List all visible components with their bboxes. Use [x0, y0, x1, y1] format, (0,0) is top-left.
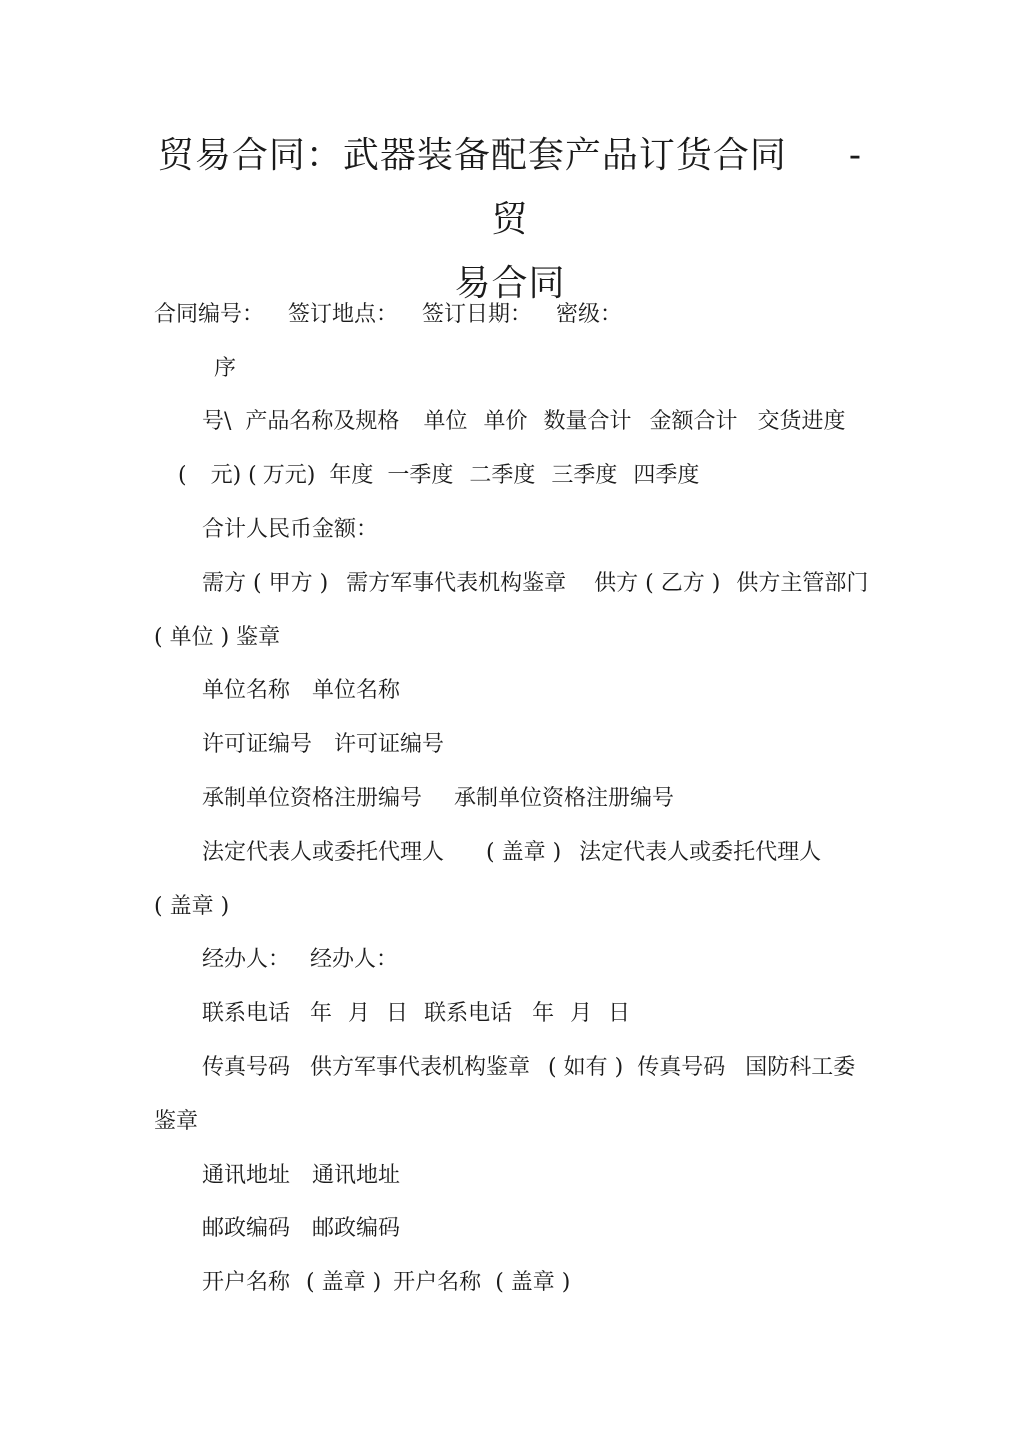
license-a: 许可证编号: [202, 732, 313, 757]
col-unit: 单位: [423, 409, 468, 434]
account-a: 开户名称: [202, 1270, 291, 1295]
legal-rep-b: 法定代表人或委托代理人: [579, 840, 822, 865]
handler-b: 经办人：: [310, 947, 399, 972]
party-buyer: 需方 ( 甲方 ): [202, 571, 329, 596]
phone-a-day: 日: [386, 1001, 409, 1026]
phone-a: 联系电话: [202, 1001, 291, 1026]
legal-rep-line-cont: [154, 892, 229, 922]
col-q1: 一季度: [387, 463, 454, 488]
total-rmb-line: [202, 515, 378, 545]
unit-name-line: [202, 676, 400, 706]
field-sign-date: 签订日期：: [422, 302, 533, 327]
legal-rep-seal-b: ( 盖章 ): [154, 894, 230, 919]
defense-seal-text: 鉴章: [154, 1109, 199, 1134]
col-no: 号\: [202, 409, 232, 434]
buyer-military-rep-seal: 需方军事代表机构鉴章: [346, 571, 567, 596]
field-contract-no: 合同编号：: [154, 302, 265, 327]
table-header-row1: [202, 407, 846, 437]
title-line2: 易合同: [454, 263, 566, 304]
phone-b: 联系电话: [424, 1001, 513, 1026]
col-amount-total: 金额合计: [649, 409, 738, 434]
fax-a: 传真号码: [202, 1055, 291, 1080]
title-line1-tail: - 贸: [491, 135, 863, 240]
account-line: [202, 1268, 570, 1298]
phone-b-day: 日: [608, 1001, 631, 1026]
defense-commission: 国防科工委: [745, 1055, 856, 1080]
phone-b-year: 年: [532, 1001, 555, 1026]
unit-yuan: 元) (: [210, 463, 257, 488]
field-sign-place: 签订地点：: [288, 302, 399, 327]
col-product: 产品名称及规格: [245, 409, 400, 434]
field-security-level: 密级：: [556, 302, 623, 327]
col-delivery: 交货进度: [757, 409, 846, 434]
seq-label: [214, 354, 236, 384]
phone-line: [202, 999, 630, 1029]
license-b: 许可证编号: [334, 732, 445, 757]
license-line: [202, 730, 444, 760]
qual-b: 承制单位资格注册编号: [454, 786, 675, 811]
phone-b-month: 月: [570, 1001, 593, 1026]
unit-wanyuan: 万元): [262, 463, 316, 488]
col-year: 年度: [329, 463, 374, 488]
handler-a: 经办人：: [202, 947, 291, 972]
phone-a-year: 年: [310, 1001, 333, 1026]
paren-open: (: [178, 463, 187, 488]
account-a-seal: ( 盖章 ): [306, 1270, 382, 1295]
account-b: 开户名称: [393, 1270, 482, 1295]
table-header-row2: [178, 461, 699, 491]
col-qty-total: 数量合计: [543, 409, 632, 434]
parties-line-cont: [154, 623, 280, 653]
if-any: ( 如有 ): [548, 1055, 624, 1080]
legal-rep-seal: ( 盖章 ): [486, 840, 562, 865]
title-line1-main: 贸易合同：武器装备配套产品订货合同: [157, 135, 787, 176]
party-seller: 供方 ( 乙方 ): [594, 571, 721, 596]
fax-line-cont: [154, 1107, 198, 1137]
account-b-seal: ( 盖章 ): [495, 1270, 571, 1295]
seller-authority: 供方主管部门: [736, 571, 869, 596]
address-line: [202, 1161, 400, 1191]
total-rmb-text: 合计人民币金额：: [202, 517, 379, 542]
parties-line: [202, 569, 868, 599]
legal-rep-a: 法定代表人或委托代理人: [202, 840, 445, 865]
qualification-line: [202, 784, 674, 814]
document-title: [150, 124, 870, 316]
address-b: 通讯地址: [312, 1163, 401, 1188]
qual-a: 承制单位资格注册编号: [202, 786, 423, 811]
postal-b: 邮政编码: [312, 1216, 401, 1241]
col-q3: 三季度: [551, 463, 618, 488]
col-q2: 二季度: [469, 463, 536, 488]
handler-line: [202, 945, 398, 975]
col-price: 单价: [483, 409, 528, 434]
postal-line: [202, 1214, 400, 1244]
col-q4: 四季度: [633, 463, 700, 488]
legal-rep-line: [202, 838, 821, 868]
unit-seal-text: ( 单位 ) 鉴章: [154, 625, 281, 650]
header-fields: [154, 300, 622, 330]
unit-name-a: 单位名称: [202, 678, 291, 703]
phone-a-month: 月: [348, 1001, 371, 1026]
unit-name-b: 单位名称: [312, 678, 401, 703]
fax-line: [202, 1053, 855, 1083]
fax-b: 传真号码: [637, 1055, 726, 1080]
seller-military-rep-seal: 供方军事代表机构鉴章: [310, 1055, 531, 1080]
address-a: 通讯地址: [202, 1163, 291, 1188]
seq-text: 序: [214, 356, 237, 381]
postal-a: 邮政编码: [202, 1216, 291, 1241]
